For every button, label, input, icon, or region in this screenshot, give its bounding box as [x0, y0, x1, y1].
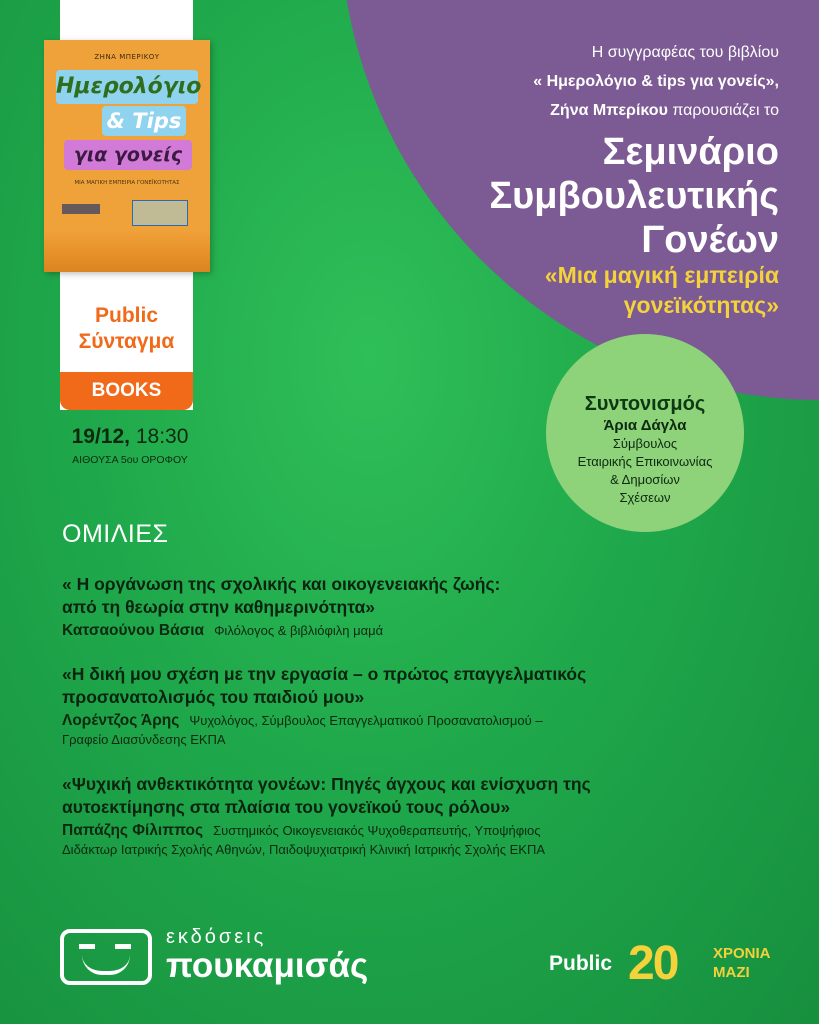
public-logo-text: Public	[549, 952, 613, 975]
talk-title-line1: «Η δική μου σχέση με την εργασία – ο πρώτος επαγγελματικός	[62, 664, 587, 684]
talk-title-line1: «Ψυχική ανθεκτικότητα γονέων: Πηγές άγχους και ενίσχυση της	[62, 774, 591, 794]
talk-title-line2: προσανατολισμός του παιδιού μου»	[62, 687, 365, 707]
talk-meta	[62, 821, 752, 840]
talk-item	[62, 773, 752, 859]
coordinator-role-line1: Σύμβουλος	[612, 436, 678, 451]
seminar-title-line1: Σεμινάριο	[602, 131, 779, 173]
talk-meta	[62, 711, 752, 730]
cover-title-line1: Ημερολόγιο	[56, 70, 198, 104]
seminar-title-line3: Γονέων	[641, 219, 779, 261]
talk-item	[62, 573, 752, 640]
book-cover-image	[44, 40, 210, 272]
store-name-line2: Σύνταγμα	[78, 330, 175, 353]
coordination-block	[546, 392, 744, 507]
anniversary-number: 20	[628, 937, 678, 990]
cover-publisher-logo-icon	[62, 204, 100, 214]
event-room: ΑΙΘΟΥΣΑ 5ου ΟΡΟΦΟΥ	[72, 454, 188, 466]
anniversary-text	[713, 944, 793, 982]
cover-info-box	[132, 200, 188, 226]
cover-author: ΖΗΝΑ ΜΠΕΡΙΚΟΥ	[94, 53, 160, 61]
talk-speaker-role-cont: Διδάκτωρ Ιατρικής Σχολής Αθηνών, Παιδοψυχιατρική Κλινική Ιατρικής Σχολής ΕΚΠΑ	[62, 842, 546, 857]
coordinator-role-line4: Σχέσεων	[619, 490, 671, 505]
talk-title-line1: « Η οργάνωση της σχολικής και οικογενειακής ζωής:	[62, 574, 501, 594]
talk-item	[62, 663, 752, 749]
anniversary-line1: ΧΡΟΝΙΑ	[713, 945, 771, 962]
coordinator-role-line2: Εταιρικής Επικοινωνίας	[577, 454, 713, 469]
publisher-name-line2: πουκαμισάς	[166, 946, 369, 985]
anniversary-line2: ΜΑΖΙ	[713, 964, 750, 981]
talk-speaker: Παπάζης Φίλιππος	[62, 822, 204, 839]
event-datetime	[60, 425, 200, 449]
coordinator-role-line3: & Δημοσίων	[610, 472, 680, 487]
talk-speaker-role: Ψυχολόγος, Σύμβουλος Επαγγελματικού Προσανατολισμού –	[189, 713, 543, 728]
talk-speaker-role: Φιλόλογος & βιβλιόφιλη μαμά	[214, 623, 384, 638]
publisher-logo-eyes-icon	[75, 943, 137, 951]
coordinator-name: Άρια Δάγλα	[603, 417, 687, 434]
coordination-heading: Συντονισμός	[584, 393, 706, 415]
intro-text	[359, 38, 779, 125]
store-name-line1: Public	[94, 304, 158, 327]
seminar-title	[359, 130, 779, 262]
talk-speaker-role: Συστημικός Οικογενειακός Ψυχοθεραπευτής, Υποψήφιος	[213, 823, 541, 838]
talk-meta	[62, 621, 752, 640]
intro-line3: παρουσιάζει το	[667, 102, 779, 119]
event-date: 19/12,	[71, 425, 130, 448]
seminar-subtitle-line1: «Μια μαγική εμπειρία	[544, 262, 779, 288]
cover-silhouette-graphic	[44, 230, 210, 272]
intro-line1: Η συγγραφέας του βιβλίου	[591, 44, 779, 61]
cover-title-line2: & Tips	[102, 106, 186, 136]
cover-title-line3: για γονείς	[64, 140, 192, 170]
intro-author-name: Ζήνα Μπερίκου	[550, 102, 668, 119]
seminar-title-line2: Συμβουλευτικής	[489, 175, 779, 217]
publisher-name-line1: εκδόσεις	[166, 926, 267, 948]
talk-title-line2: αυτοεκτίμησης στα πλαίσια του γονεϊκού τους ρόλου»	[62, 797, 511, 817]
cover-subtitle: ΜΙΑ ΜΑΓΙΚΗ ΕΜΠΕΙΡΙΑ ΓΟΝΕΪΚΟΤΗΤΑΣ	[74, 180, 180, 186]
books-label: BOOKS	[60, 372, 193, 410]
talks-heading: ΟΜΙΛΙΕΣ	[62, 520, 169, 548]
event-time: 18:30	[130, 425, 189, 448]
talk-speaker-role-cont: Γραφείο Διασύνδεσης ΕΚΠΑ	[62, 732, 226, 747]
store-name	[60, 303, 193, 355]
seminar-subtitle	[359, 260, 779, 320]
talk-speaker: Λορέντζος Άρης	[62, 712, 180, 729]
intro-book-title: « Ημερολόγιο & tips για γονείς»,	[533, 73, 779, 90]
talk-speaker: Κατσαούνου Βάσια	[62, 622, 205, 639]
talk-title-line2: από τη θεωρία στην καθημερινότητα»	[62, 597, 376, 617]
seminar-subtitle-line2: γονεϊκότητας»	[623, 292, 779, 318]
